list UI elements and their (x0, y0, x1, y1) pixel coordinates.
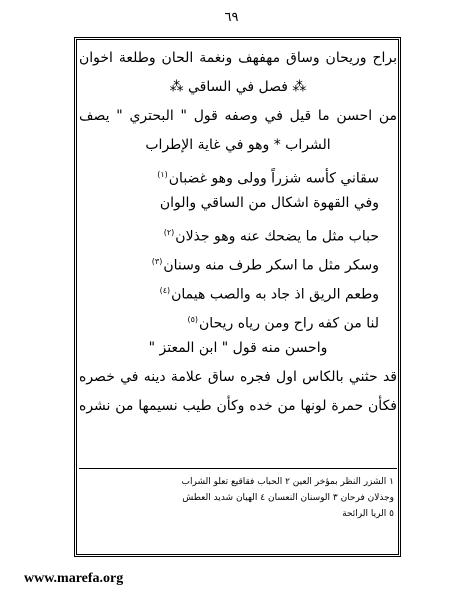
verse-line: وفي القهوة اشكال من الساقي والوان (159, 195, 379, 211)
text-line: الشراب * وهو في غاية الإطراب (145, 137, 331, 153)
verse-text: سقاني كأسه شزراً وولى وهو غضبان (168, 170, 379, 187)
text-line: من احسن ما قيل في وصفه قول " البحتري " يصف (79, 108, 397, 124)
footnote-ref: (٢) (163, 228, 175, 237)
verse-line (79, 305, 397, 334)
page-number: ٦٩ (224, 10, 239, 25)
footnote-ref: (٤) (159, 286, 171, 295)
footnote-line: وجذلان فرحان ٣ الوسنان النعسان ٤ الهيان شديد العطش (182, 493, 394, 503)
text-line: قد حثني بالكاس اول فجره ساق علامة دينه في خصره (79, 369, 397, 385)
text-line: فكأن حمرة لونها من خده وكأن طيب نسيمها من نشره (79, 398, 397, 414)
footnote-ref: (١) (157, 170, 168, 179)
text-line: واحسن منه قول " ابن المعتز " (148, 340, 328, 356)
verse-text: وطعم الريق اذ جاد به والصب هيمان (171, 286, 379, 303)
verse-text: حباب مثل ما يضحك عنه وهو جذلان (175, 228, 379, 245)
text-line: براح وريحان وساق مهفهف ونغمة الحان وطلعة اخوان (79, 50, 397, 66)
footnotes (82, 474, 394, 522)
verse-line (79, 160, 397, 189)
verse-line (79, 276, 397, 305)
verse-text: وسكر مثل ما اسكر طرف منه وسنان (163, 257, 379, 274)
verse-line (79, 218, 397, 247)
footnote-line: ٥ الريا الرائحة (342, 509, 394, 519)
website-link[interactable]: www.marefa.org (24, 571, 124, 586)
footnote-separator (79, 468, 397, 469)
footnote-ref: (٥) (187, 315, 199, 324)
verse-text: لنا من كفه راح ومن رياه ريحان (199, 315, 379, 332)
main-text (79, 44, 397, 421)
section-heading: ⁂ فصل في الساقي ⁂ (169, 79, 307, 95)
footnote-line: ١ الشزر النظر بمؤخر العين ٢ الحباب فقاقيع تعلو الشراب (181, 477, 394, 487)
footnote-ref: (٣) (151, 257, 163, 266)
verse-line (79, 247, 397, 276)
